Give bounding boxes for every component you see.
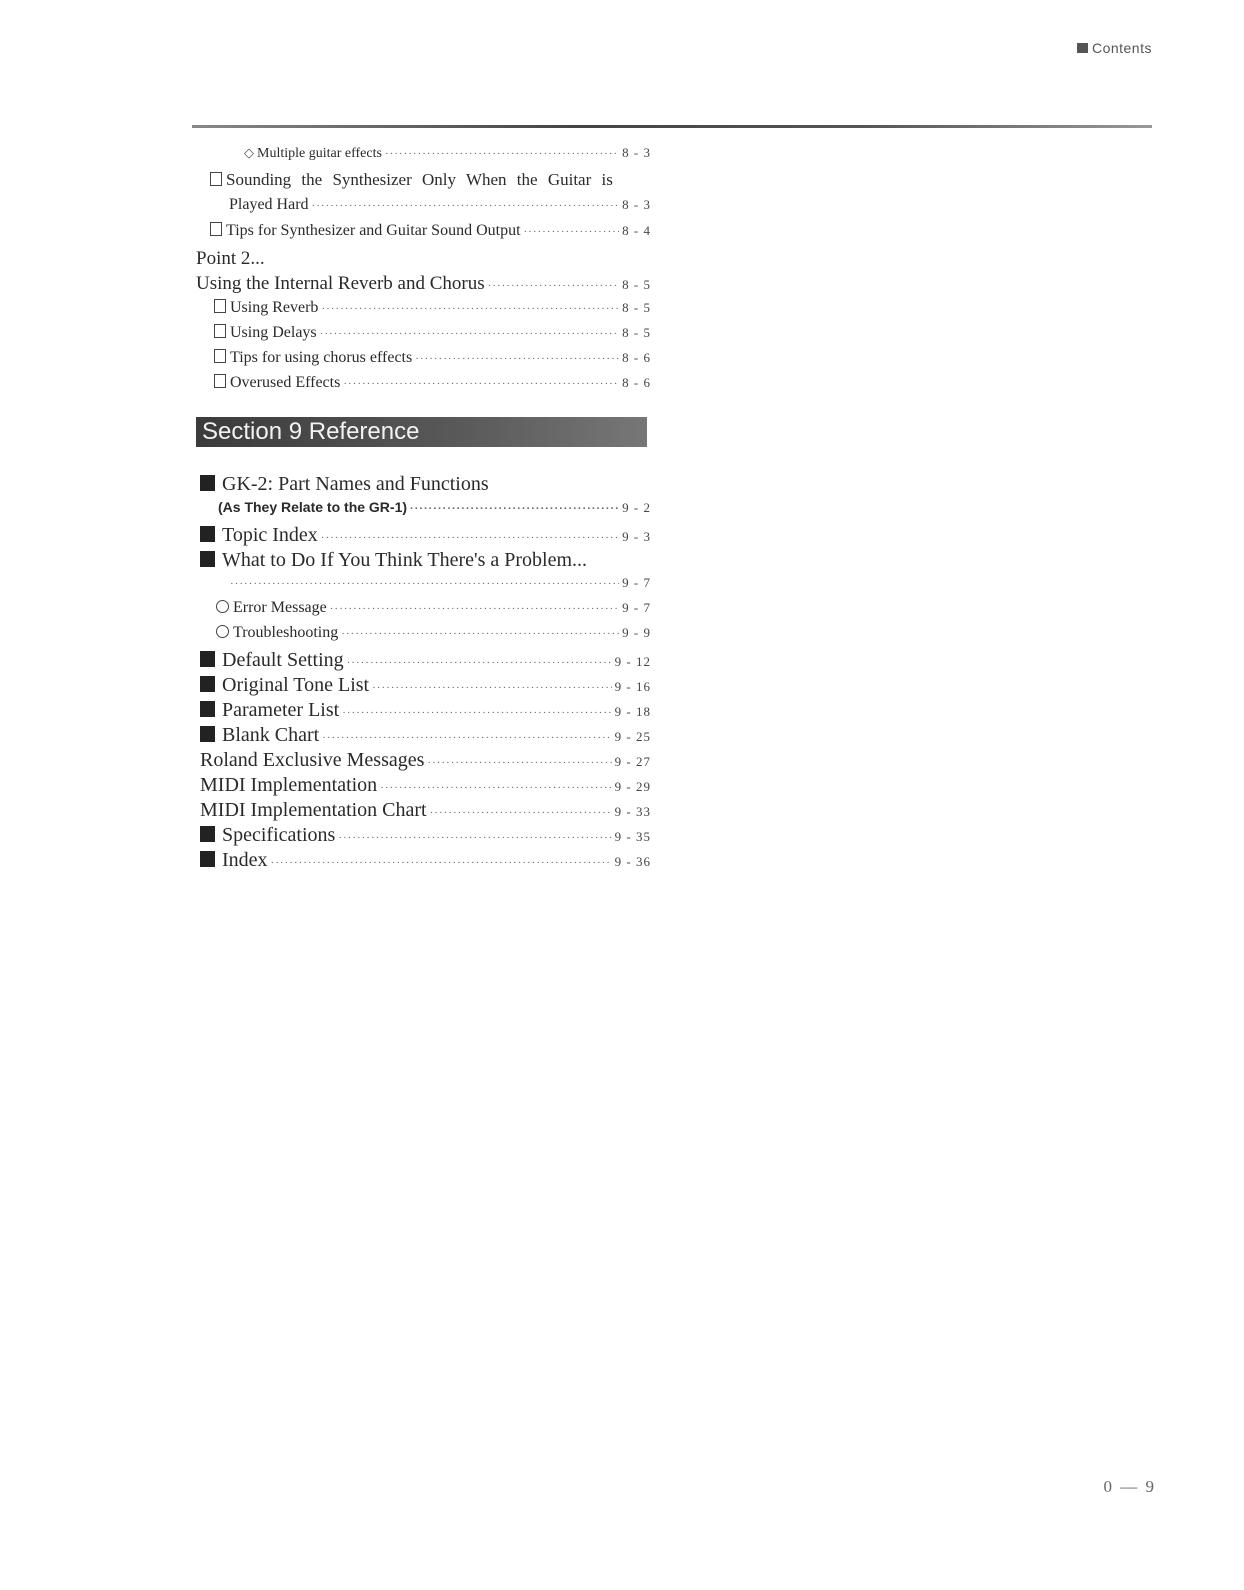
toc-entry[interactable]: Default Setting ····· 9 - 12 xyxy=(196,649,651,674)
page-number: 0 — 9 xyxy=(1103,1477,1156,1496)
circle-icon xyxy=(216,600,229,613)
hollow-square-icon xyxy=(214,349,226,363)
page-ref: 9 - 7 xyxy=(622,600,651,615)
toc-entry[interactable]: Index ····· 9 - 36 xyxy=(196,849,651,874)
running-header xyxy=(1077,40,1152,56)
page-ref: 8 - 5 xyxy=(622,325,651,340)
page-ref: 9 - 3 xyxy=(622,529,651,544)
toc-entry-continuation[interactable]: Played Hard ····· 8 - 3 xyxy=(196,196,651,222)
page-ref: 9 - 18 xyxy=(614,704,651,719)
toc-entry[interactable]: Specifications ····· 9 - 35 xyxy=(196,824,651,849)
dot-leader xyxy=(321,524,619,547)
page-ref: 9 - 16 xyxy=(614,679,651,694)
toc-entry[interactable]: Troubleshooting ····· 9 - 9 xyxy=(196,624,651,649)
section-9-banner: Section 9 Reference xyxy=(196,417,647,447)
point-heading: Point 2... xyxy=(196,248,265,269)
dot-leader xyxy=(341,624,619,642)
page-ref: 9 - 29 xyxy=(614,779,651,794)
toc-entry[interactable]: Original Tone List ····· 9 - 16 xyxy=(196,674,651,699)
dot-leader xyxy=(330,599,619,617)
toc-heading[interactable]: GK-2: Part Names and Functions xyxy=(196,473,651,499)
dot-leader xyxy=(322,724,611,747)
toc-entry[interactable]: Using Delays ····· 8 - 5 xyxy=(196,324,651,349)
page-ref: 8 - 6 xyxy=(622,350,651,365)
black-square-icon xyxy=(1077,43,1088,53)
hollow-square-icon xyxy=(210,222,222,236)
toc-entry[interactable]: Using the Internal Reverb and Chorus ····· 8 - 5 xyxy=(196,273,651,299)
black-square-icon xyxy=(200,851,215,867)
toc-entry[interactable]: Using Reverb ····· 8 - 5 xyxy=(196,299,651,324)
dot-leader xyxy=(343,374,619,392)
dot-leader xyxy=(430,799,612,822)
page-ref: 8 - 5 xyxy=(622,277,651,292)
dot-leader xyxy=(320,324,620,342)
black-square-icon xyxy=(200,475,215,491)
page-ref: 8 - 4 xyxy=(622,223,651,238)
hollow-square-icon xyxy=(214,299,226,313)
page-ref: 9 - 2 xyxy=(622,500,651,515)
dot-leader xyxy=(321,299,619,317)
page-ref: 9 - 12 xyxy=(614,654,651,669)
toc-entry[interactable]: Tips for Synthesizer and Guitar Sound Output ····· 8 - 4 xyxy=(196,222,651,248)
circle-icon xyxy=(216,625,229,638)
toc-entry[interactable]: Overused Effects ····· 8 - 6 xyxy=(196,374,651,399)
toc-entry[interactable]: Topic Index ····· 9 - 3 xyxy=(196,524,651,549)
hollow-square-icon xyxy=(214,374,226,388)
dot-leader xyxy=(342,699,611,722)
page-ref: 8 - 3 xyxy=(622,197,651,212)
page-ref: 8 - 3 xyxy=(622,145,651,160)
dot-leader xyxy=(338,824,611,847)
toc-heading[interactable]: What to Do If You Think There's a Problem... xyxy=(196,549,651,574)
dot-leader xyxy=(312,196,620,214)
black-square-icon xyxy=(200,551,215,567)
black-square-icon xyxy=(200,676,215,692)
dot-leader xyxy=(271,849,612,872)
black-square-icon xyxy=(200,701,215,717)
table-of-contents xyxy=(196,145,651,874)
toc-entry[interactable]: (As They Relate to the GR-1) ····· 9 - 2 xyxy=(196,499,651,524)
black-square-icon xyxy=(200,651,215,667)
toc-entry[interactable]: MIDI Implementation Chart ····· 9 - 33 xyxy=(196,799,651,824)
toc-entry[interactable]: Sounding the Synthesizer Only When the Guitar is xyxy=(196,170,651,196)
toc-entry[interactable]: Roland Exclusive Messages ····· 9 - 27 xyxy=(196,749,651,774)
dot-leader xyxy=(524,222,620,240)
dot-leader xyxy=(230,574,619,592)
page-ref: 9 - 27 xyxy=(614,754,651,769)
dot-leader xyxy=(380,774,611,797)
dot-leader xyxy=(347,649,612,672)
toc-entry[interactable]: Error Message ····· 9 - 7 xyxy=(196,599,651,624)
toc-entry[interactable]: ◇ Multiple guitar effects ····· 8 - 3 xyxy=(196,145,651,170)
dot-leader xyxy=(372,674,612,697)
header-title: Contents xyxy=(1091,40,1152,56)
page-ref: 9 - 36 xyxy=(614,854,651,869)
page-ref: 8 - 6 xyxy=(622,375,651,390)
page-ref: 8 - 5 xyxy=(622,300,651,315)
dot-leader xyxy=(415,349,619,367)
dot-leader xyxy=(427,749,611,772)
dot-leader xyxy=(385,146,619,162)
dot-leader xyxy=(488,273,620,295)
dot-leader xyxy=(410,499,619,515)
toc-entry[interactable]: Blank Chart ····· 9 - 25 xyxy=(196,724,651,749)
black-square-icon xyxy=(200,726,215,742)
toc-entry[interactable]: Parameter List ····· 9 - 18 xyxy=(196,699,651,724)
page-ref: 9 - 7 xyxy=(622,575,651,590)
toc-entry[interactable]: Tips for using chorus effects ····· 8 - 6 xyxy=(196,349,651,374)
diamond-icon: ◇ xyxy=(244,145,254,160)
header-rule xyxy=(192,125,1152,128)
black-square-icon xyxy=(200,826,215,842)
page-ref: 9 - 33 xyxy=(614,804,651,819)
black-square-icon xyxy=(200,526,215,542)
page-ref: 9 - 9 xyxy=(622,625,651,640)
hollow-square-icon xyxy=(214,324,226,338)
page-ref: 9 - 25 xyxy=(614,729,651,744)
hollow-square-icon xyxy=(210,172,222,186)
toc-entry-continuation[interactable] xyxy=(196,574,651,599)
toc-entry[interactable]: MIDI Implementation ····· 9 - 29 xyxy=(196,774,651,799)
page-ref: 9 - 35 xyxy=(614,829,651,844)
